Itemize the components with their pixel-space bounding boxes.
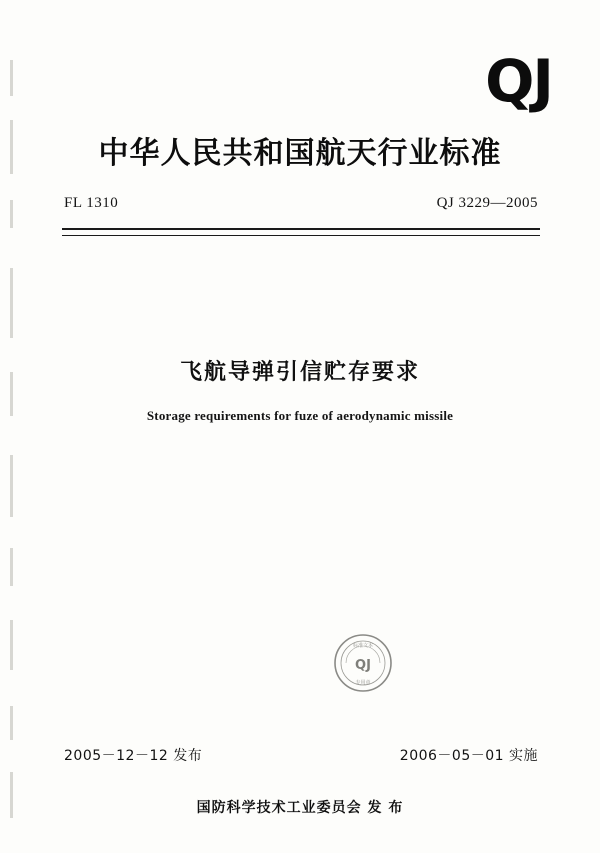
- classification-code: FL 1310: [64, 195, 119, 211]
- standard-meta-row: [64, 195, 538, 212]
- svg-text:QJ: QJ: [355, 658, 371, 673]
- document-title-english: Storage requirements for fuze of aerodynamic missile: [146, 408, 454, 423]
- svg-text:专用章: 专用章: [355, 680, 371, 686]
- issue-date: 2005－12－12 发布: [64, 748, 203, 764]
- official-seal-stamp: [332, 632, 394, 694]
- publisher-line: 国防科学技术工业委员会 发 布: [196, 800, 404, 816]
- svg-text:标准文本: 标准文本: [352, 643, 374, 649]
- standard-org-title: 中华人民共和国航天行业标准: [98, 136, 502, 171]
- document-title-chinese: 飞航导弹引信贮存要求: [179, 360, 420, 385]
- header-rule-thin: [62, 235, 540, 236]
- header-rule-thick: [62, 228, 540, 230]
- effective-date: 2006－05－01 实施: [399, 748, 538, 764]
- standard-number: QJ 3229—2005: [436, 195, 538, 211]
- dates-row: [64, 745, 538, 765]
- qj-logo: QJ: [485, 47, 552, 115]
